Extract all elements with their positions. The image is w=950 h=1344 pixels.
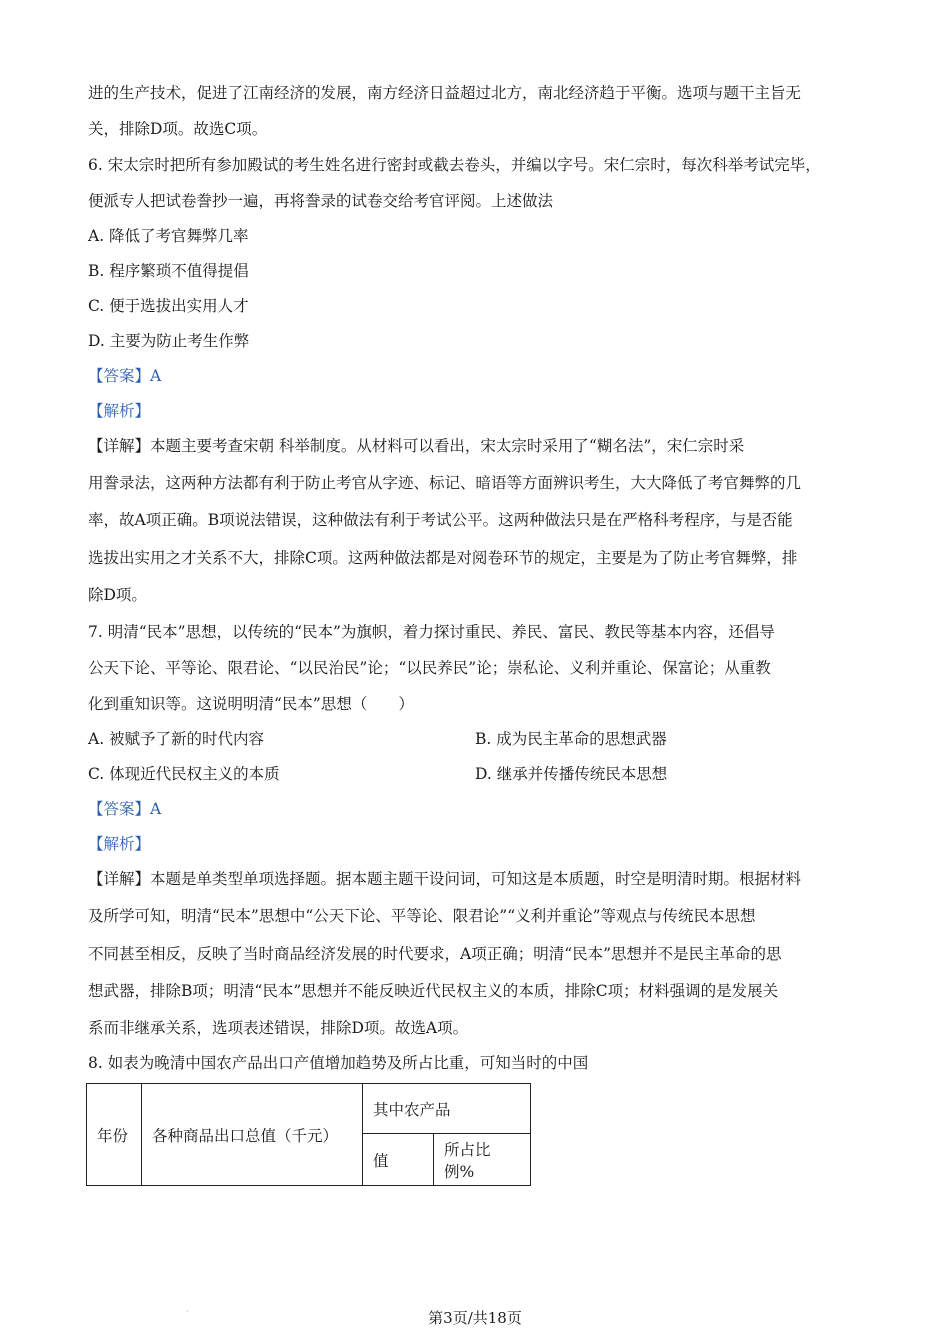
option-c: C. 体现近代民权主义的本质 <box>88 765 280 783</box>
detail-text: 【详解】本题是单类型单项选择题。据本题主题干设问词，可知这是本质题，时空是明清时期。根据材料 <box>88 870 802 888</box>
question-7-stem: 公天下论、平等论、限君论、“以民治民”论；“以民养民”论；崇私论、义利并重论、保富论；从重教 <box>88 659 771 677</box>
table-header-ratio: 所占比例% <box>434 1134 531 1186</box>
answer-label: 【答案】A <box>88 367 162 385</box>
text-line: 关，排除D项。故选C项。 <box>88 120 268 138</box>
detail-text: 率，故A项正确。B项说法错误，这种做法有利于考试公平。这两种做法只是在严格科考程序，与是否能 <box>88 511 793 529</box>
detail-text: 及所学可知，明清“民本”思想中“公天下论、平等论、限君论”“义利并重论”等观点与传统民本思想 <box>88 907 756 925</box>
analysis-label: 【解析】 <box>88 402 151 420</box>
option-d: D. 继承并传播传统民本思想 <box>475 765 668 783</box>
analysis-label: 【解析】 <box>88 835 151 853</box>
question-8-stem: 8. 如表为晚清中国农产品出口产值增加趋势及所占比重，可知当时的中国 <box>88 1054 589 1072</box>
detail-text: 【详解】本题主要考查宋朝 科举制度。从材料可以看出，宋太宗时采用了“糊名法”，宋仁宗时采 <box>88 437 745 455</box>
answer-label: 【答案】A <box>88 800 162 818</box>
detail-text: 想武器，排除B项；明清“民本”思想并不能反映近代民权主义的本质，排除C项；材料强调的是发展关 <box>88 982 779 1000</box>
question-6-stem: 便派专人把试卷誊抄一遍，再将誊录的试卷交给考官评阅。上述做法 <box>88 192 554 210</box>
question-7-stem: 化到重知识等。这说明明清“民本”思想（ ） <box>88 695 414 713</box>
option-b: B. 成为民主革命的思想武器 <box>475 730 667 748</box>
option-b: B. 程序繁琐不值得提倡 <box>88 262 249 280</box>
table-header-agri: 其中农产品 <box>363 1084 531 1134</box>
detail-text: 选拔出实用之才关系不大，排除C项。这两种做法都是对阅卷环节的规定，主要是为了防止考官舞弊，排 <box>88 549 798 567</box>
question-6-stem: 6. 宋太宗时把所有参加殿试的考生姓名进行密封或截去卷头，并编以字号。宋仁宗时，每次科举考试完毕， <box>88 156 821 174</box>
option-a: A. 被赋予了新的时代内容 <box>88 730 265 748</box>
table-header-value: 值 <box>363 1134 434 1186</box>
option-c: C. 便于选拔出实用人才 <box>88 297 249 315</box>
option-d: D. 主要为防止考生作弊 <box>88 332 250 350</box>
detail-text: 除D项。 <box>88 586 147 604</box>
table-header-year: 年份 <box>87 1084 142 1186</box>
dot-mark: · <box>186 1307 189 1316</box>
text-line: 进的生产技术，促进了江南经济的发展，南方经济日益超过北方，南北经济趋于平衡。选项与题干主旨无 <box>88 84 802 102</box>
detail-text: 用誊录法，这两种方法都有利于防止考官从字迹、标记、暗语等方面辨识考生，大大降低了考官舞弊的几 <box>88 474 802 492</box>
page-footer: 第3页/共18页 <box>428 1309 522 1327</box>
export-table <box>86 1083 531 1186</box>
option-a: A. 降低了考官舞弊几率 <box>88 227 249 245</box>
detail-text: 系而非继承关系，选项表述错误，排除D项。故选A项。 <box>88 1019 469 1037</box>
table-header-total: 各种商品出口总值（千元） <box>142 1084 363 1186</box>
question-7-stem: 7. 明清“民本”思想，以传统的“民本”为旗帜，着力探讨重民、养民、富民、教民等基本内容，还倡导 <box>88 623 775 641</box>
detail-text: 不同甚至相反，反映了当时商品经济发展的时代要求，A项正确；明清“民本”思想并不是民主革命的思 <box>88 945 782 963</box>
